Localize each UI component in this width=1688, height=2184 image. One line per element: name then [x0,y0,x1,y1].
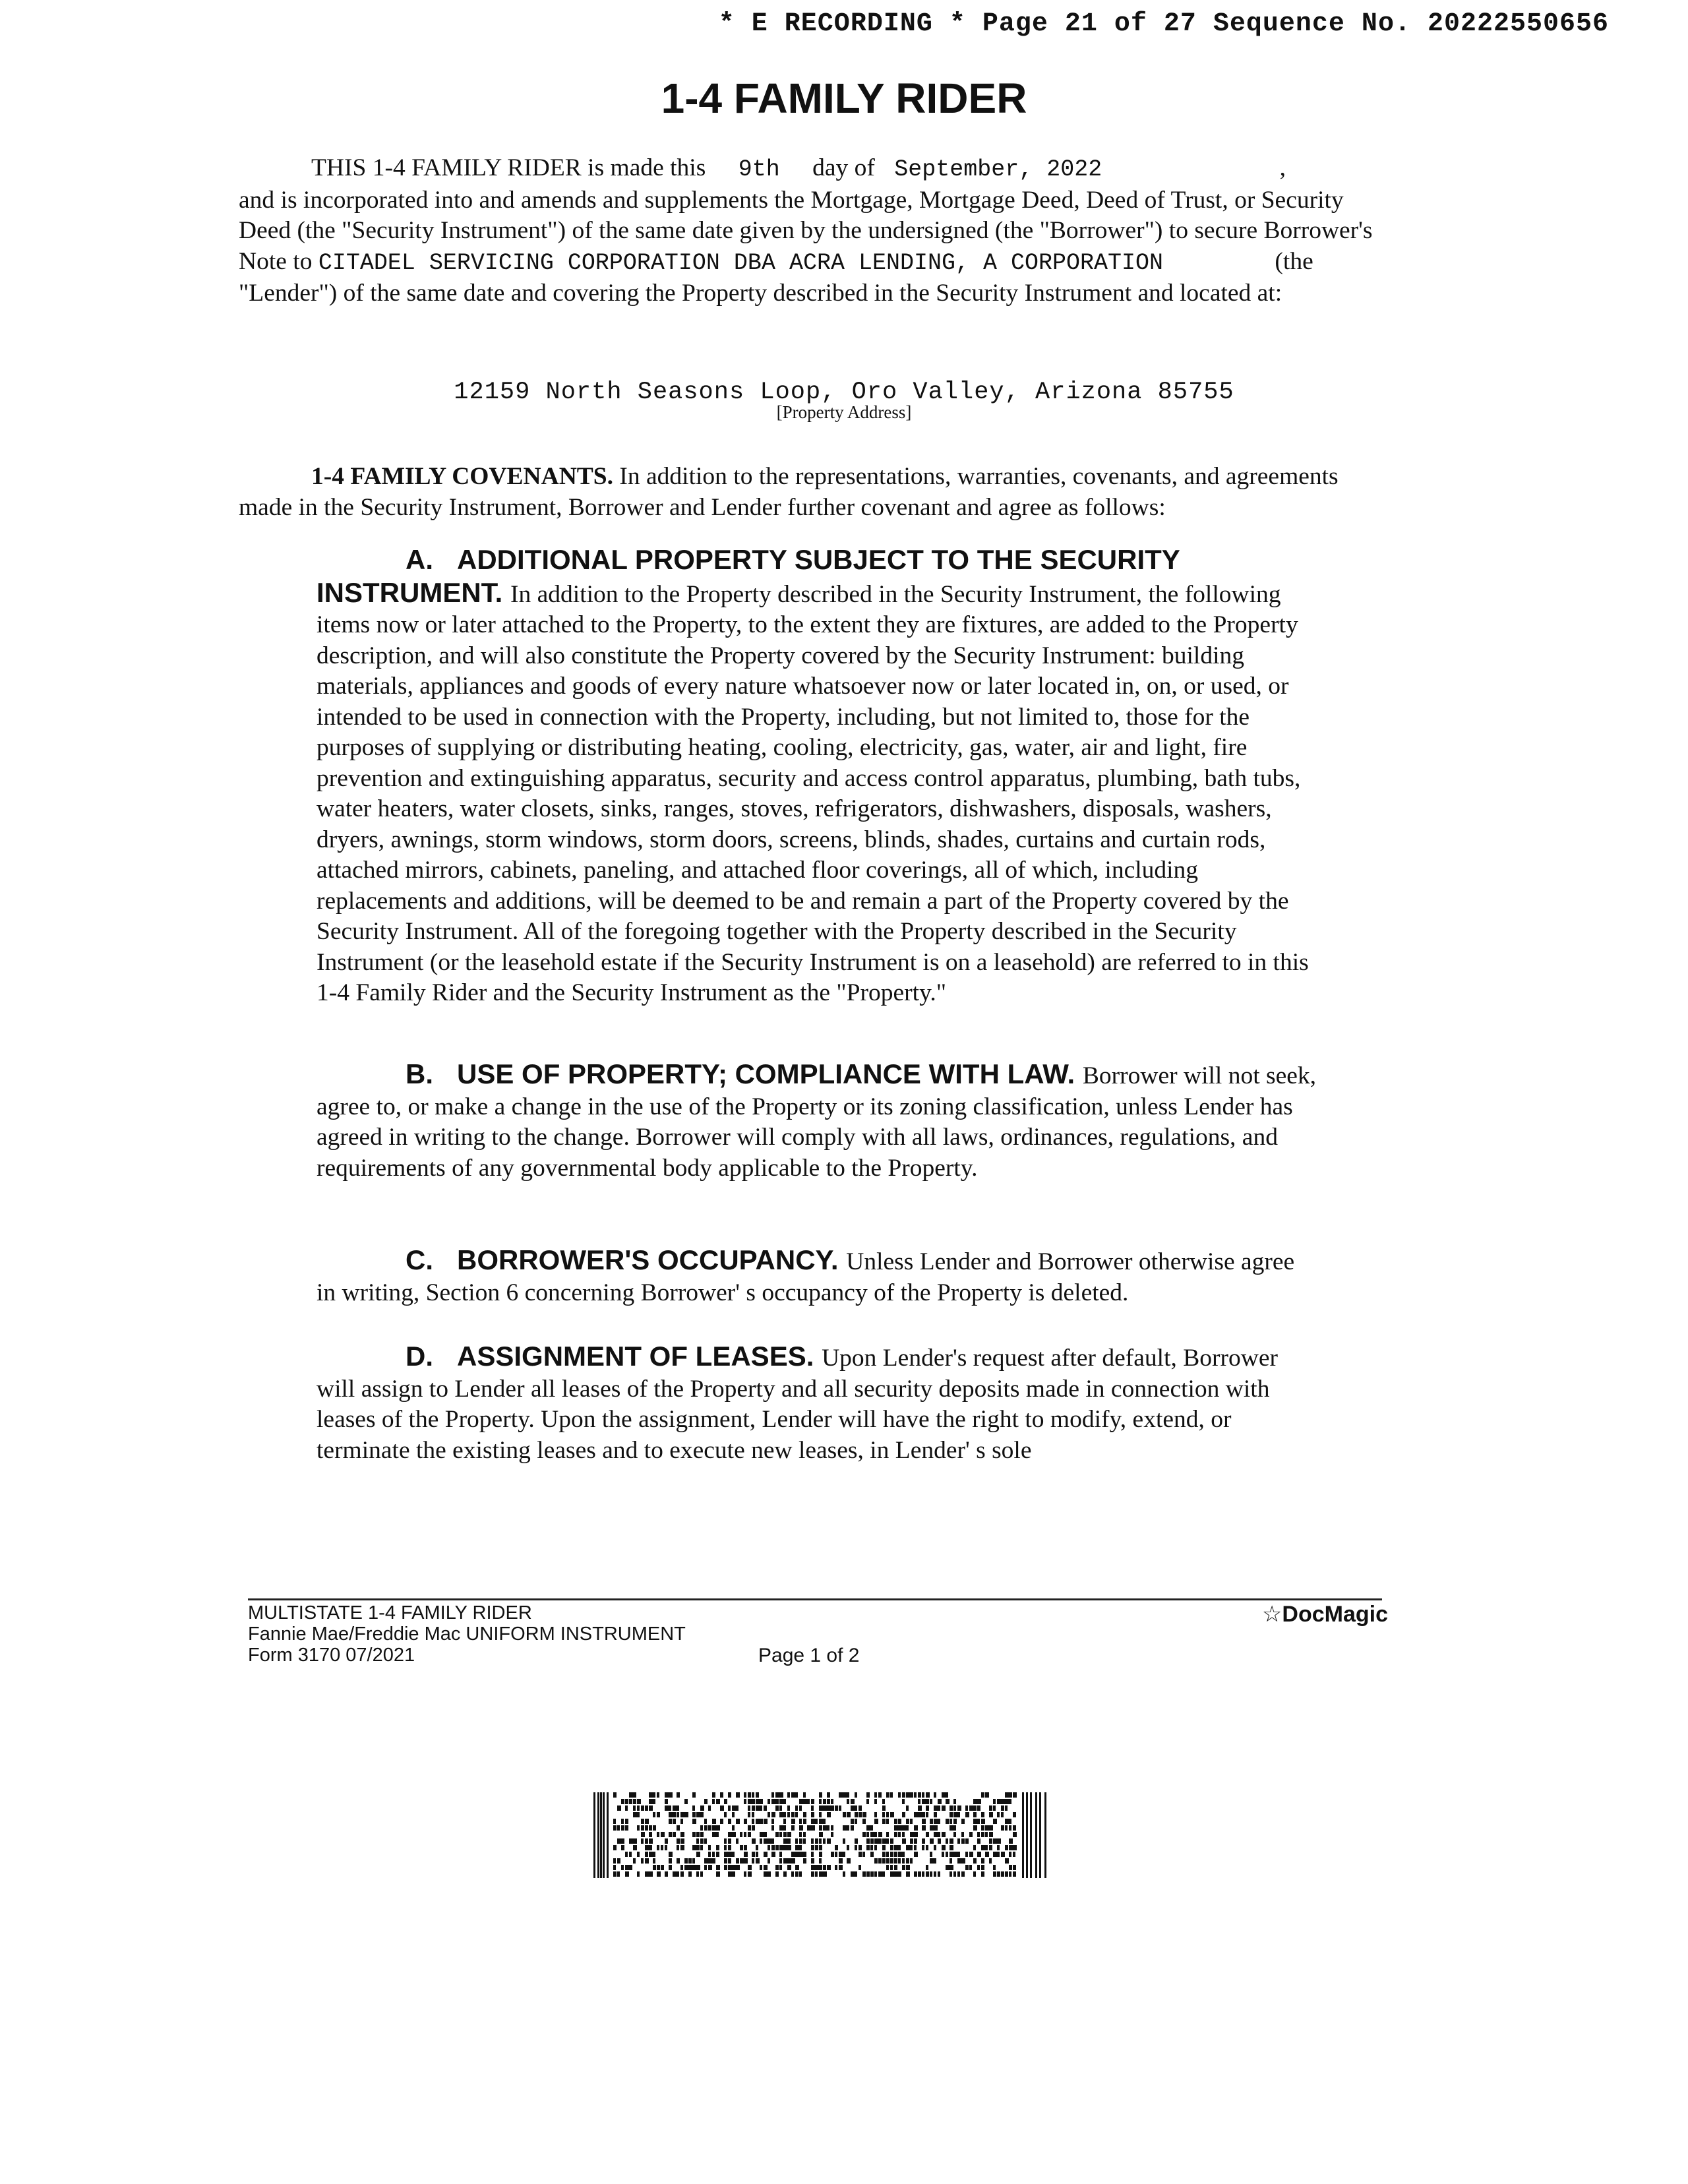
recording-header: * E RECORDING * Page 21 of 27 Sequence No. 20222550656 [718,9,1609,39]
covenants-text: In addition to the representations, warranties, covenants, and agreements made in the Security Instrument, Borrower and Lender further covenant and agree as follows: [239,463,1339,521]
section-d-heading [316,1341,822,1372]
section-b-text: Borrower will not seek, agree to, or make a change in the use of the Property or its zoning classification, unless Lender has agreed in writing to the change. Borrower will comply with all laws, ordinances, regulations, and requirements of any governmental body applicable to the Property. [316,1062,1316,1182]
star-outline-icon: ☆ [1261,1602,1282,1627]
intro-text-4: and is incorporated into and amends and supplements the Mortgage, Mortgage Deed, Deed of Trust, or Security Deed (the "Security Instrument") of the same date given by the undersigned (the "Borrower") to secure Borrower's Note to [239,186,1373,275]
section-b [316,1059,1319,1184]
docmagic-logo [1262,1601,1388,1627]
section-d [316,1341,1319,1466]
section-c-title: BORROWER'S OCCUPANCY. [457,1244,839,1275]
footer-line-3: Form 3170 07/2021 [248,1645,415,1666]
footer-line-2: Fannie Mae/Freddie Mac UNIFORM INSTRUMENT [248,1623,686,1645]
date-field: September, 2022 [894,156,1102,183]
intro-text-1: THIS 1-4 FAMILY RIDER is made this [311,154,706,181]
footer-line-1: MULTISTATE 1-4 FAMILY RIDER [248,1602,532,1623]
section-a-letter: A. [406,544,433,575]
footer-form-info [248,1602,686,1666]
day-field: 9th [738,156,780,183]
intro-text-3: , [1279,154,1286,181]
section-b-letter: B. [406,1058,433,1089]
covenants-heading: 1-4 FAMILY COVENANTS. [311,463,614,490]
property-address-label: [Property Address] [776,402,912,422]
brand-name: DocMagic [1282,1602,1388,1627]
section-d-letter: D. [406,1341,433,1372]
section-a-text: In addition to the Property described in the Security Instrument, the following items now or later attached to the Property, to the extent they are fixtures, are added to the Property description, and will also constitute the Property covered by the Security Instrument: building materials, appliances and goods of every nature whatsoever now or later located in, on, or used, or intended to be used in connection with the Property, including, but not limited to, those for the purposes of supplying or distributing heating, cooling, electricity, gas, water, air and light, fire prevention and extinguishing apparatus, security and access control apparatus, plumbing, bath tubs, water heaters, water closets, sinks, ranges, stoves, refrigerators, dishwashers, disposals, washers, dryers, awnings, storm windows, storm doors, screens, blinds, shades, curtains and curtain rods, attached mirrors, cabinets, paneling, and attached floor coverings, all of which, including replacements and additions, will be deemed to be and remain a part of the Property covered by the Security Instrument. All of the foregoing together with the Property described in the Security Instrument (or the leasehold estate if the Security Instrument is on a leasehold) are referred to in this 1-4 Family Rider and the Security Instrument as the "Property." [316,580,1309,1006]
property-address: 12159 North Seasons Loop, Oro Valley, Arizona 85755 [454,379,1234,406]
barcode-image [593,1792,1048,1878]
intro-text-2: day of [812,154,875,181]
section-c [316,1245,1319,1308]
section-d-text: Upon Lender's request after default, Borrower will assign to Lender all leases of the Property and all security deposits made in connection with leases of the Property. Upon the assignment, Lender will have the right to modify, extend, or terminate the existing leases and to execute new leases, in Lender' s sole [316,1345,1278,1464]
lender-name-field: CITADEL SERVICING CORPORATION DBA ACRA LENDING, A CORPORATION [318,249,1164,276]
property-address-block [0,379,1688,423]
section-d-title: ASSIGNMENT OF LEASES. [457,1341,814,1372]
section-a-title: ADDITIONAL PROPERTY SUBJECT TO THE SECURITY INSTRUMENT. [316,544,1180,608]
section-b-title: USE OF PROPERTY; COMPLIANCE WITH LAW. [457,1058,1075,1089]
intro-text-5: (the "Lender") of the same date and covering the Property described in the Security Instrument and located at: [239,247,1313,307]
section-a [316,545,1319,1009]
section-c-heading [316,1244,846,1275]
footer-divider [248,1598,1382,1600]
section-c-letter: C. [406,1244,433,1275]
intro-paragraph [239,153,1379,309]
covenants-paragraph [239,462,1379,523]
section-b-heading [316,1058,1083,1089]
document-title: 1-4 FAMILY RIDER [661,75,1027,122]
footer-page-number: Page 1 of 2 [758,1645,860,1666]
section-c-text: Unless Lender and Borrower otherwise agree in writing, Section 6 concerning Borrower' s occupancy of the Property is deleted. [316,1248,1295,1306]
